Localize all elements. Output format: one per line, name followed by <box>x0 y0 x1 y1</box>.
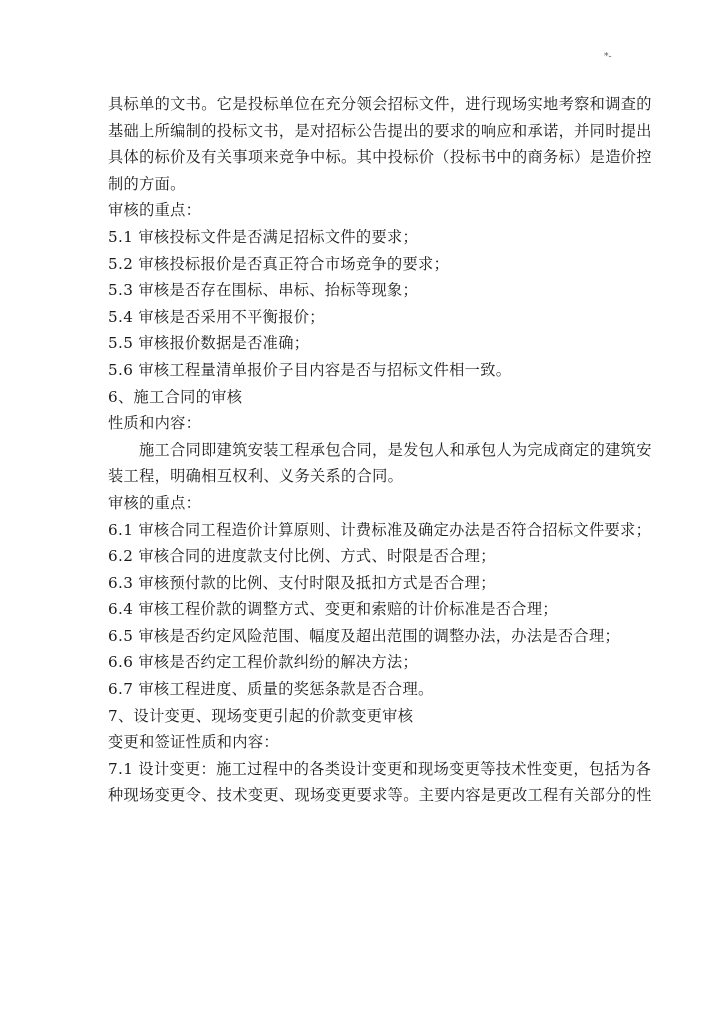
document-body <box>108 91 652 809</box>
section-heading: 7、设计变更、现场变更引起的价款变更审核 <box>108 706 414 725</box>
paragraph-line: 7.1 设计变更：施工过程中的各类设计变更和现场变更等技术性变更，包括为各 <box>108 759 652 778</box>
paragraph-line: 具标单的文书。它是投标单位在充分领会招标文件，进行现场实地考察和调查的 <box>108 95 652 113</box>
list-item: 6.2 审核合同的进度款支付比例、方式、时限是否合理； <box>108 547 496 566</box>
list-item: 5.6 审核工程量清单报价子目内容是否与招标文件相一致。 <box>108 360 512 379</box>
paragraph-line: 施工合同即建筑安装工程承包合同，是发包人和承包人为完成商定的建筑安 <box>139 440 652 459</box>
paragraph-line: 装工程，明确相互权利、义务关系的合同。 <box>108 467 404 486</box>
paragraph-line: 种现场变更令、技术变更、现场变更要求等。主要内容是更改工程有关部分的性 <box>108 786 652 805</box>
section-heading: 性质和内容： <box>108 414 202 433</box>
list-item: 5.4 审核是否采用不平衡报价； <box>108 307 325 326</box>
list-item: 5.2 审核投标报价是否真正符合市场竞争的要求； <box>108 254 450 273</box>
list-item: 6.5 审核是否约定风险范围、幅度及超出范围的调整办法，办法是否合理； <box>108 626 621 645</box>
list-item: 6.3 审核预付款的比例、支付时限及抵扣方式是否合理； <box>108 573 496 592</box>
paragraph-line: 具体的标价及有关事项来竞争中标。其中投标价（投标书中的商务标）是造价控 <box>108 148 652 167</box>
list-item: 5.5 审核报价数据是否准确； <box>108 334 310 353</box>
section-heading: 变更和签证性质和内容： <box>108 733 279 752</box>
section-heading: 6、施工合同的审核 <box>108 387 243 406</box>
list-item: 6.6 审核是否约定工程价款纠纷的解决方法； <box>108 653 419 672</box>
list-item: 6.4 审核工程价款的调整方式、变更和索赔的计价标准是否合理； <box>108 600 558 619</box>
paragraph-line: 制的方面。 <box>108 174 186 193</box>
list-item: 6.7 审核工程进度、质量的奖惩条款是否合理。 <box>108 680 434 699</box>
list-item: 5.3 审核是否存在围标、串标、抬标等现象； <box>108 281 419 300</box>
list-item: 5.1 审核投标文件是否满足招标文件的要求； <box>108 227 419 246</box>
paragraph-line: 基础上所编制的投标文书，是对招标公告提出的要求的响应和承诺，并同时提出 <box>108 121 652 140</box>
page-marker: *- <box>604 52 612 62</box>
section-heading: 审核的重点： <box>108 201 202 220</box>
list-item: 6.1 审核合同工程造价计算原则、计费标准及确定办法是否符合招标文件要求； <box>108 520 652 539</box>
section-heading: 审核的重点： <box>108 493 202 512</box>
